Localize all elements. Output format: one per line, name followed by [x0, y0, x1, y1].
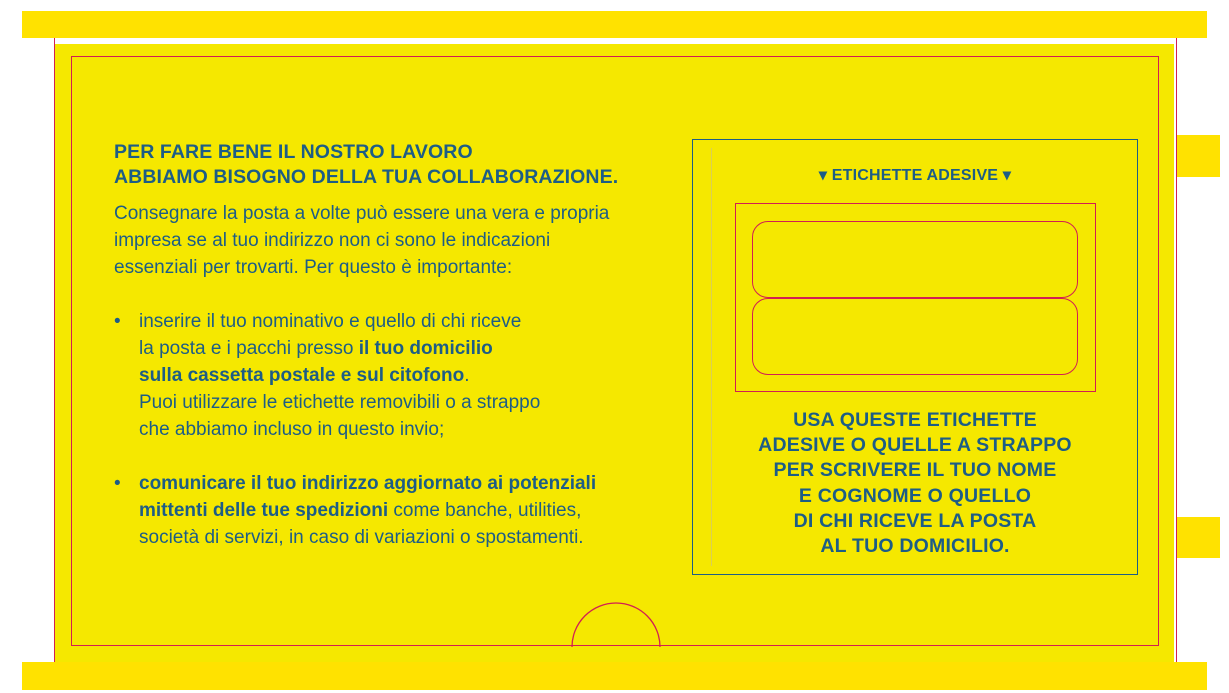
guide-line-left — [54, 38, 55, 662]
side-tab-top — [1177, 135, 1220, 177]
instruction-line: USA QUESTE ETICHETTE — [793, 409, 1037, 431]
list-item-emphasis: il tuo domicilio — [358, 338, 493, 359]
list-item-text: la posta e i pacchi presso — [139, 338, 359, 359]
side-tab-bottom — [1177, 517, 1220, 558]
intro-line: essenziali per trovarti. Per questo è importante: — [114, 257, 513, 278]
list-item-line — [139, 335, 689, 362]
heading-line-1: PER FARE BENE IL NOSTRO LAVORO — [114, 141, 473, 163]
label-panel-instructions — [692, 408, 1138, 559]
bottom-band — [22, 662, 1207, 690]
list-item-line — [139, 362, 689, 389]
list-item-text: come banche, utilities, — [388, 500, 582, 521]
left-column — [114, 140, 689, 551]
list-item-emphasis: mittenti delle tue spedizioni — [139, 500, 389, 521]
list-item — [114, 308, 689, 443]
instruction-line: E COGNOME O QUELLO — [798, 484, 1032, 507]
instruction-line: AL TUO DOMICILIO. — [820, 535, 1010, 558]
instruction-line: ADESIVE O QUELLE A STRAPPO — [758, 434, 1072, 457]
label-panel-title: ▾ ETICHETTE ADESIVE ▾ — [818, 167, 1012, 184]
bullet-icon: • — [114, 473, 121, 494]
list-item-line: Puoi utilizzare le etichette removibili o a strappo — [139, 392, 541, 413]
list-item-line: comunicare il tuo indirizzo aggiornato ai potenziali — [139, 473, 597, 494]
sticker-label-bottom[interactable] — [752, 298, 1078, 375]
instruction-list — [114, 308, 689, 551]
sticker-label-top[interactable] — [752, 221, 1078, 298]
list-item-line: che abbiamo incluso in questo invio; — [139, 419, 445, 440]
list-item-text: . — [464, 365, 470, 386]
list-item-line: società di servizi, in caso di variazioni o spostamenti. — [139, 527, 584, 548]
intro-line: Consegnare la posta a volte può essere una vera e propria — [114, 203, 610, 224]
list-item-emphasis: sulla cassetta postale e sul citofono — [139, 365, 465, 386]
intro-line: impresa se al tuo indirizzo non ci sono le indicazioni — [114, 230, 551, 251]
semicircle-notch — [566, 598, 666, 650]
guide-line-right — [1176, 38, 1177, 662]
heading-line-2: ABBIAMO BISOGNO DELLA TUA COLLABORAZIONE. — [114, 166, 619, 188]
bullet-icon: • — [114, 311, 121, 332]
intro-paragraph — [114, 200, 689, 281]
list-item — [114, 470, 689, 551]
heading — [114, 140, 689, 190]
instruction-line: PER SCRIVERE IL TUO NOME — [773, 459, 1057, 482]
list-item-line — [139, 497, 689, 524]
list-item-line: inserire il tuo nominativo e quello di chi riceve — [139, 311, 522, 332]
top-band — [22, 11, 1207, 38]
instruction-line: DI CHI RICEVE LA POSTA — [793, 509, 1037, 532]
